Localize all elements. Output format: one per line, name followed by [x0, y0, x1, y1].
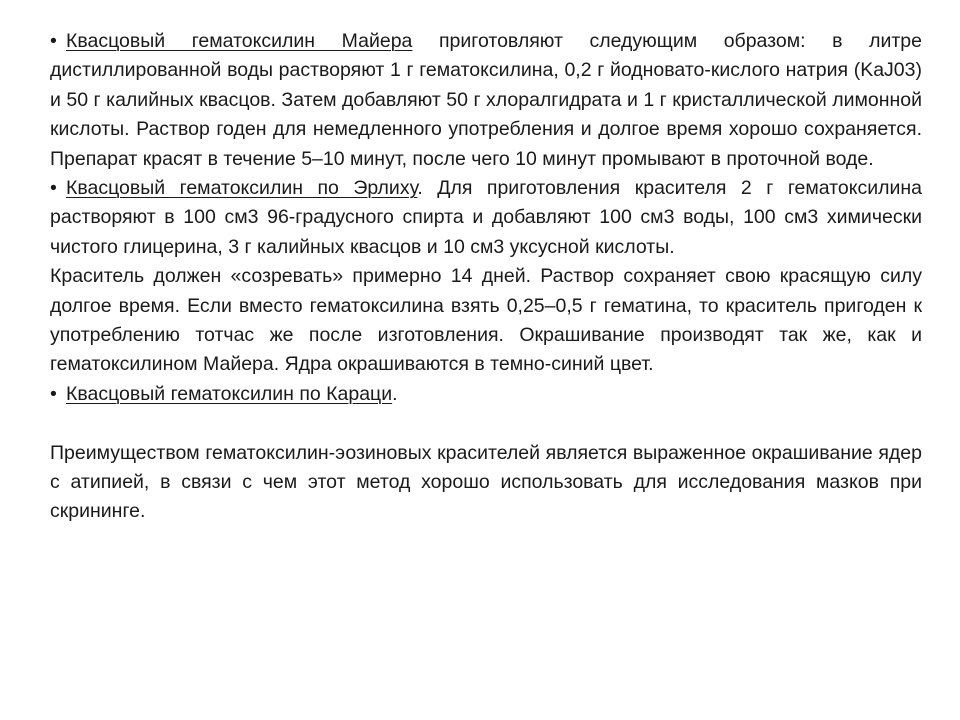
mayer-title: Квасцовый гематоксилин Майера	[66, 30, 413, 52]
paragraph-ehrlich	[50, 174, 922, 262]
paragraph-maturation: Краситель должен «созревать» примерно 14 дней. Раствор сохраняет свою красящую силу долгое время. Если вместо гематоксилина взять 0,25–0,5 г гематина, то краситель пригоден к употреблению тотчас же после изготовления. Окрашивание производят так же, как и гематоксилином Майера. Ядра окрашиваются в темно-синий цвет.	[50, 265, 922, 376]
bullet: •	[50, 177, 57, 200]
karaci-title: Квасцовый гематоксилин по Караци	[66, 382, 393, 405]
karaci-text: .	[392, 382, 398, 405]
ehrlich-text: . Для приготовления красителя 2 г гематоксилина растворяют в 100 см3 96-градусного спирта и добавляют 100 см3 воды, 100 см3 химически чистого глицерина, 3 г калийных квасцов и 10 см3 уксусной кислоты.	[50, 177, 923, 258]
mayer-text: приготовляют следующим образом: в литре дистиллированной воды растворяют 1 г гематоксилина, 0,2 г йодновато-кислого натрия (KaJ03) и 50 г калийных квасцов. Затем добавляют 50 г хлоралгидрата и 1 г кристаллической лимонной кислоты. Раствор годен для немедленного употребления и долгое время хорошо сохраняется. Препарат красят в течение 5–10 минут, после чего 10 минут промывают в проточной воде.	[50, 30, 922, 170]
bullet: •	[50, 30, 57, 52]
spacer	[50, 409, 922, 438]
paragraph-conclusion: Преимуществом гематоксилин-эозиновых красителей является выраженное окрашивание ядер с атипией, в связи с чем этот метод хорошо использовать для исследования мазков при скрининге.	[50, 441, 922, 523]
bullet: •	[50, 382, 57, 405]
paragraph-mayer	[50, 27, 922, 174]
paragraph-karaci	[50, 380, 922, 409]
ehrlich-title: Квасцовый гематоксилин по Эрлиху	[66, 177, 418, 200]
